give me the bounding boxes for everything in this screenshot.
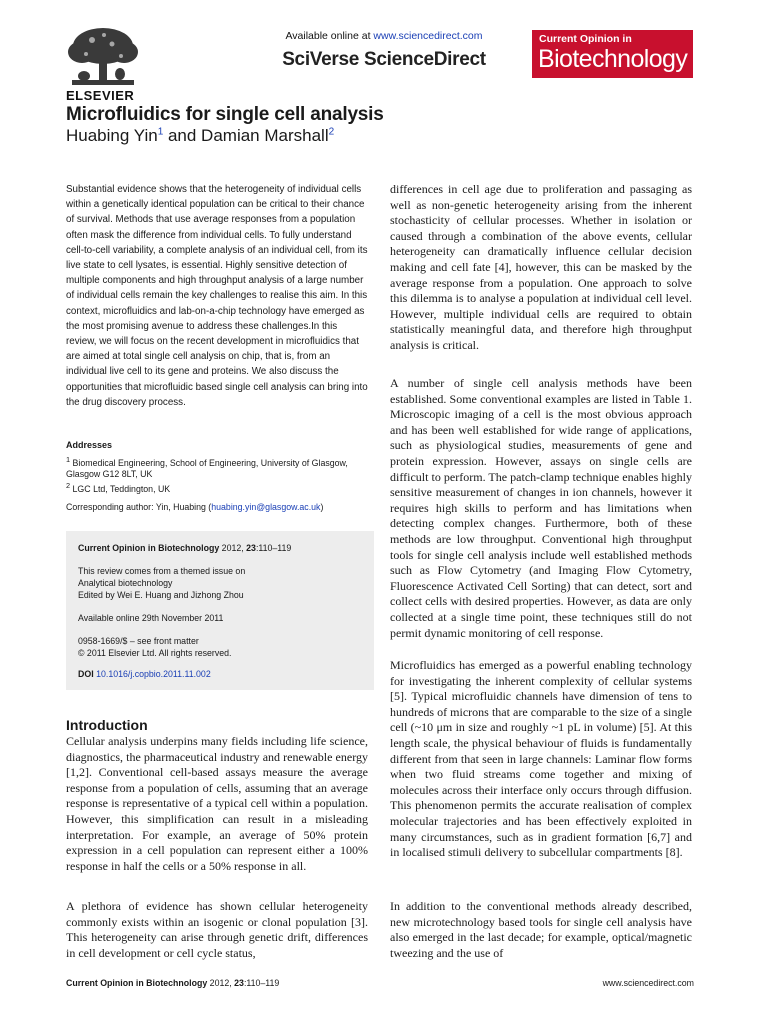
address-1: $^1$ Biomedical Engineering, School of Engineering, University of Glasgow, Glasgow G12 8LT, UK — [66, 454, 348, 479]
right-paragraph-2: A number of single cell analysis methods have been established. Some conventional examples are listed in Table 1. Microscopic imaging of a cell is the most obvious approach and has been well established for wide range of applications, such as physiological studies, measurements of gene and protein expression. However, assays on single cells are difficult to perform. The patch-clamp technique enables highly sensitive measurement of changes in ion channels, however it requires high skills to perform and has limitations when detecting complex changes. Furthermore, both of these methods are low throughput. Conventional high throughput tools for single cell analysis include well established methods such as Flow Cytometry (and Imaging Flow Cytometry, Fluorescence Activated Cell Sorting) that can detect, sort and collect cells with desired properties. However, as data are only collected at a single time point, these techniques still do not permit dynamic monitoring of cell response. — [390, 376, 692, 640]
journal-banner-line1: Current Opinion in — [539, 33, 632, 45]
doi-link[interactable]: 10.1016/j.copbio.2011.11.002 — [96, 669, 211, 679]
footer-citation: Current Opinion in Biotechnology 2012, 23:110–119 — [66, 978, 280, 988]
article-title: Microfluidics for single cell analysis — [66, 104, 384, 125]
abstract: Substantial evidence shows that the heterogeneity of individual cells within a genetically identical population can be critical to their chance of survival. Methods that use average responses from a population often mask the difference from individual cells. To fully understand cell-to-cell variability, a complete analysis of an individual cell, from its live state to cell lysates, is essential. Highly sensitive detection of multiple components and high throughput analysis of a large number of individual cells remain the key challenges to realise this aim. In this context, microfluidics and lab-on-a-chip technology have emerged as the most promising avenue to address these challenges.In this review, we will focus on the recent development in microfluidics that are aimed at total single cell analysis on chip, that is, from an individual live cell to its gene and proteins. We also discuss the opportunities that microfluidic based single cell analysis can bring into the drug discovery process. — [66, 184, 368, 408]
footer-site: www.sciencedirect.com — [602, 978, 694, 988]
doi-line: DOI 10.1016/j.copbio.2011.11.002 — [78, 669, 211, 679]
themed-issue-note: This review comes from a themed issue on Analytical biotechnology Edited by Wei E. Huang and Jizhong Zhou — [78, 566, 246, 600]
article-info-box — [66, 531, 374, 690]
addresses-block — [66, 440, 368, 496]
right-paragraph-1: differences in cell age due to proliferation and passaging as well as non-genetic heterogeneity arising from the inherent stochasticity of cellular processes. Whether in isolation or caused through a combination of the above events, cellular heterogeneity can dramatically influence cellular decision making and cell fate [4], however, this can be masked by the average response from a population. One approach to solve this dilemma is to analyse a population at individual cell level. However, multiple individual cells are required to obtain statistically meaningful data, and therefore high throughput analysis is critical. — [390, 182, 692, 352]
sciverse-brand: SciVerse ScienceDirect — [282, 49, 486, 70]
publisher-name: ELSEVIER — [66, 88, 135, 103]
author-2-affiliation[interactable]: 2 — [328, 126, 335, 138]
journal-banner-line2: Biotechnology — [538, 45, 688, 73]
right-paragraph-3: Microfluidics has emerged as a powerful enabling technology for investigating the inherent complexity of cellular systems [5]. Typical microfluidic channels have dimension of tens to hundreds of microns that are comparable to the size of a single cell (~10 μm in size and roughly ~1 pL in volume) [5]. At this length scale, the physical behaviour of fluids is fundamentally different from that seen in large channels: Laminar flow forms when two fluid streams come together and mixing of molecules across their interface only occurs through diffusion. This phenomenon permits the accurate realisation of complex molecular trajectories and has been effectively exploited in many circumstances, such as in gradient formation [6,7] and in localised stimuli delivery to subcellular compartments [8]. — [390, 658, 692, 860]
corresponding-author: Corresponding author: Yin, Huabing (huabing.yin@glasgow.ac.uk) — [66, 502, 324, 512]
author-1: Huabing Yin — [66, 126, 158, 145]
available-online-date: Available online 29th November 2011 — [78, 613, 224, 623]
intro-paragraph-1: Cellular analysis underpins many fields including life science, diagnostics, the pharmaceutical industry and renewable energy [1,2]. Conventional cell-based assays measure the average response from a population of cells, assuming that an average response is representative of a typical cell within a population. However, this simplification can result in a misleading interpretation. For example, an average of 50% protein expression in a cell population can represent either a 100% response in half the cells or a 50% response in all. — [66, 734, 368, 873]
copyright-block: 0958-1669/$ – see front matter © 2011 Elsevier Ltd. All rights reserved. — [78, 636, 232, 658]
author-2: and Damian Marshall — [163, 126, 329, 145]
available-prefix: Available online at — [285, 30, 374, 42]
journal-banner — [532, 30, 693, 78]
page-footer — [66, 978, 694, 988]
sciencedirect-link[interactable]: www.sciencedirect.com — [373, 30, 483, 42]
author-email-link[interactable]: huabing.yin@glasgow.ac.uk — [211, 502, 321, 512]
addresses-heading: Addresses — [66, 440, 113, 450]
intro-paragraph-2: A plethora of evidence has shown cellular heterogeneity commonly exists within an isogenic or clonal population [3]. This heterogeneity can arise through genetic drift, differences in cell development or cell cycle status, — [66, 899, 368, 960]
article-authors — [66, 126, 334, 146]
right-paragraph-4: In addition to the conventional methods already described, new microtechnology based tools for single cell analysis have also emerged in the last decade; for example, optical/magnetic tweezing and the use of — [390, 899, 692, 960]
citation-line: Current Opinion in Biotechnology 2012, 23:110–119 — [78, 543, 292, 553]
introduction-heading: Introduction — [66, 717, 148, 733]
author-1-affiliation[interactable]: 1 — [157, 126, 164, 138]
address-2: $^2$ LGC Ltd, Teddington, UK — [66, 481, 171, 495]
